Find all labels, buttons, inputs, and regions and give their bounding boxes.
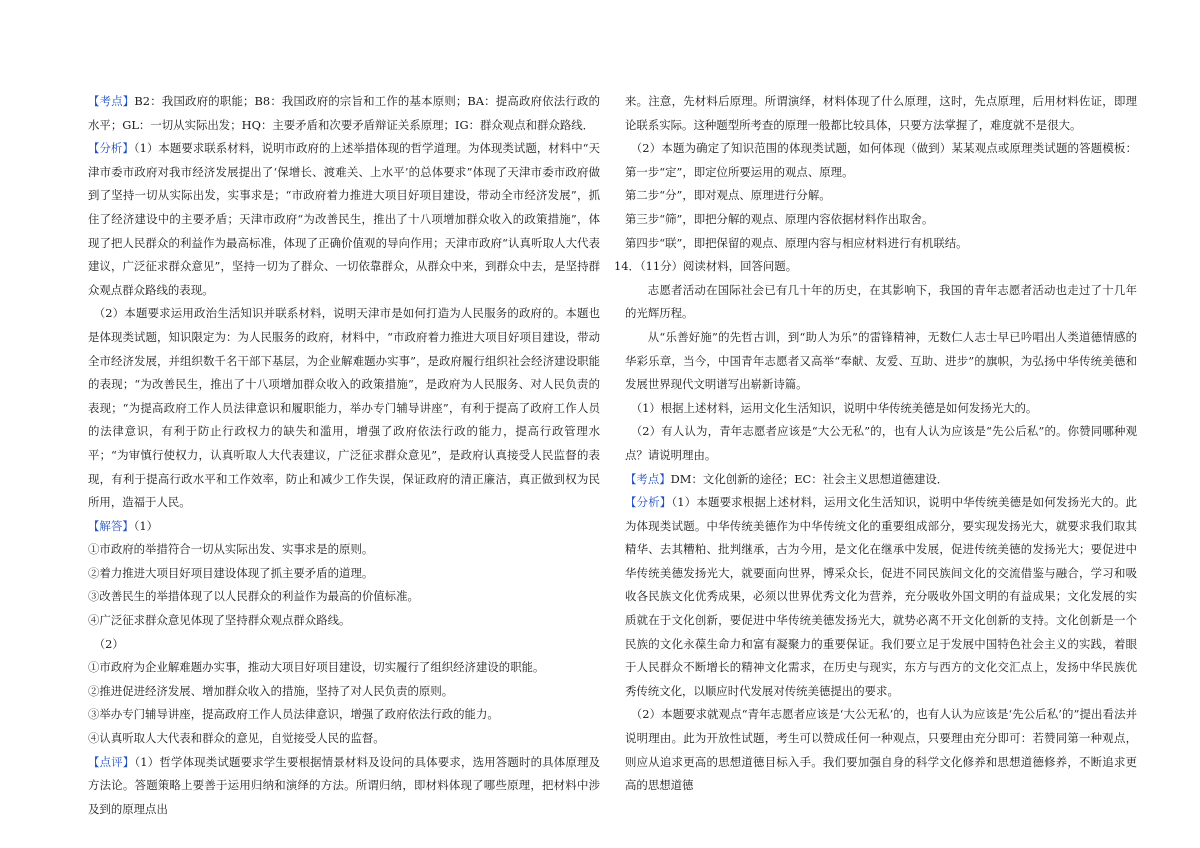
- answer-text: ④认真听取人大代表和群众的意见，自觉接受人民的监督。: [88, 731, 385, 746]
- answer-line: [88, 727, 600, 751]
- left-column: [88, 90, 600, 821]
- answer-text: ①市政府的举措符合一切从实际出发、实事求是的原则。: [88, 542, 374, 557]
- fenxi-paragraph-14: [625, 491, 1137, 703]
- answer-text: ①市政府为企业解难题办实事，推动大项目好项目建设，切实履行了组织经济建设的职能。: [88, 660, 545, 675]
- fenxi-text-1: （1）本题要求联系材料，说明市政府的上述举措体现的哲学道理。为体现类试题，材料中“天津市委市政府对我市经济发展提出了‘保增长、渡难关、上水平’的总体要求”体现了天津市委市政府做到了坚持一切从实际出发，实事求是；“市政府着力推进大项目好项目建设，带动全市经济发展”，抓住了经济建设中的主要矛盾；天津市政府“为改善民生，推出了十八项增加群众收入的政策措施”，体现了把人民群众的利益作为最高标准，体现了正确价值观的导向作用；天津市政府“认真听取人大代表建议，广泛征求群众意见”，坚持一切为了群众、一切依靠群众，从群众中来，到群众中去，是坚持群众观点群众路线的表现。: [88, 141, 600, 297]
- kaodian-paragraph: [88, 90, 600, 137]
- answer-part-2-text: （2）: [93, 636, 124, 651]
- answer-line: [88, 656, 600, 680]
- answer-line: [88, 609, 600, 633]
- fenxi-paragraph-14-2: [625, 703, 1137, 797]
- step-text: 第四步“联”，即把保留的观点、原理内容与相应材料进行有机联结。: [625, 235, 968, 250]
- fenxi-tag: 【分析】: [88, 141, 134, 156]
- dianping-continued: [625, 90, 1137, 137]
- dianping-part-2-text: （2）本题为确定了知识范围的体现类试题，如何体现（做到）某某观点或原理类试题的答题模板：第一步“定”，即定位所要运用的观点、原理。: [625, 141, 1137, 179]
- question-14-1: [625, 397, 1137, 421]
- dianping-part-2: [625, 137, 1137, 184]
- right-column: [614, 90, 1137, 798]
- dianping-tag: 【点评】: [88, 754, 135, 769]
- fenxi-paragraph: [88, 137, 600, 302]
- step-line: [625, 184, 1137, 208]
- material-paragraph-2: [625, 326, 1137, 397]
- material-paragraph-1: [625, 279, 1137, 326]
- kaodian-text: B2：我国政府的职能；B8：我国政府的宗旨和工作的基本原则；BA：提高政府依法行政的水平；GL：一切从实际出发；HQ：主要矛盾和次要矛盾辩证关系原理；IG：群众观点和群众路线．: [88, 94, 600, 132]
- answer-line: [88, 538, 600, 562]
- answer-text: ④广泛征求群众意见体现了坚持群众观点群众路线。: [88, 613, 351, 628]
- answer-part-2-label: [88, 633, 600, 657]
- kaodian-paragraph-14: [625, 468, 1137, 492]
- kaodian-text-14: DM：文化创新的途径；EC：社会主义思想道德建设．: [670, 471, 949, 486]
- jieda-tag: 【解答】: [88, 518, 134, 533]
- material-text-1: 志愿者活动在国际社会已有几十年的历史，在其影响下，我国的青年志愿者活动也走过了十几年的光辉历程。: [625, 282, 1137, 321]
- dianping-text: （1）哲学体现类试题要求学生要根据情景材料及设问的具体要求，选用答题时的具体原理及方法论。答题策略上要善于运用归纳和演绎的方法。所谓归纳，即材料体现了哪些原理，把材料中涉及到的原理点出: [88, 754, 600, 816]
- step-line: [625, 208, 1137, 232]
- step-line: [625, 232, 1137, 256]
- question-14-title: [614, 255, 1137, 279]
- answer-text: ②推进促进经济发展、增加群众收入的措施，坚持了对人民负责的原则。: [88, 683, 454, 698]
- answer-line: [88, 703, 600, 727]
- fenxi-paragraph-2: [88, 302, 600, 514]
- kaodian-tag-14: 【考点】: [625, 471, 671, 486]
- kaodian-tag: 【考点】: [88, 94, 135, 108]
- question-14-1-text: （1）根据上述材料，运用文化生活知识，说明中华传统美德是如何发扬光大的。: [630, 400, 1038, 415]
- fenxi-text-14: （1）本题要求根据上述材料，运用文化生活知识，说明中华传统美德是如何发扬光大的。此为体现类试题。中华传统美德作为中华传统文化的重要组成部分，要实现发扬光大，就要求我们取其精华、去其糟粕、批判继承，古为今用，是文化在继承中发展，促进传统美德的发扬光大；要促进中华传统美德发扬光大，就要面向世界，博采众长，促进不同民族间文化的交流借鉴与融合，学习和吸收各民族文化优秀成果，必须以世界优秀文化为营养，充分吸收外国文明的有益成果；文化发展的实质就在于文化创新，要促进中华传统美德发扬光大，就势必离不开文化创新的支持。文化创新是一个民族的文化永葆生命力和富有凝聚力的重要保证。我们要立足于发展中国特色社会主义的实践，着眼于人民群众不断增长的精神文化需求，在历史与现实，东方与西方的文化交汇点上，发扬中华民族优秀传统文化，以顺应时代发展对传统美德提出的要求。: [625, 495, 1137, 698]
- question-14-2: [625, 420, 1137, 467]
- answer-text: ②着力推进大项目好项目建设体现了抓主要矛盾的道理。: [88, 565, 374, 580]
- question-14-2-text: （2）有人认为，青年志愿者应该是“大公无私”的，也有人认为应该是“先公后私”的。你赞同哪种观点？请说明理由。: [625, 424, 1137, 462]
- answer-text: ③举办专门辅导讲座，提高政府工作人员法律意识，增强了政府依法行政的能力。: [88, 707, 499, 722]
- jieda-paragraph: [88, 515, 600, 539]
- step-text: 第三步“筛”，即把分解的观点、原理内容依据材料作出取舍。: [625, 211, 934, 226]
- answer-line: [88, 680, 600, 704]
- answer-line: [88, 585, 600, 609]
- jieda-part-1: （1）: [133, 518, 159, 533]
- material-text-2: 从“乐善好施”的先哲古训，到“助人为乐”的雷锋精神，无数仁人志士早已吟唱出人类道德情感的华彩乐章，当今，中国青年志愿者又高举“奉献、友爱、互助、进步”的旗帜，为弘扬中华传统美德和发展世界现代文明谱写出崭新诗篇。: [625, 329, 1137, 392]
- dianping-continued-text: 来。注意，先材料后原理。所谓演绎，材料体现了什么原理，这时，先点原理，后用材料佐证，即理论联系实际。这种题型所考查的原理一般都比较具体，只要方法掌握了，难度就不是很大。: [625, 94, 1137, 132]
- fenxi-text-2: （2）本题要求运用政治生活知识并联系材料，说明天津市是如何打造为人民服务的政府的。本题也是体现类试题，知识限定为：为人民服务的政府，材料中，“市政府着力推进大项目好项目建设，带动全市经济发展，并组织数千名干部下基层，为企业解难题办实事”，是政府履行组织社会经济建设职能的表现；“为改善民生，推出了十八项增加群众收入的政策措施”，是政府为人民服务、对人民负责的表现；“为提高政府工作人员法律意识和履职能力，举办专门辅导讲座”，有利于提高了政府工作人员的法律意识，有利于防止行政权力的缺失和滥用，增强了政府依法行政的能力，提高行政管理水平；“为审慎行使权力，认真听取人大代表建议，广泛征求群众意见”，是政府认真接受人民监督的表现，有利于提高行政水平和工作效率，防止和减少工作失误，保证政府的清正廉洁，真正做到权为民所用，造福于人民。: [88, 306, 600, 510]
- dianping-paragraph: [88, 751, 600, 822]
- fenxi-text-14-2: （2）本题要求就观点“青年志愿者应该是‘大公无私’的，也有人认为应该是‘先公后私’的”提出看法并说明理由。此为开放性试题，考生可以赞成任何一种观点，只要理由充分即可：若赞同第一种观点，则应从追求更高的思想道德目标入手。我们要加强自身的科学文化修养和思想道德修养，不断追求更高的思想道德: [625, 707, 1137, 793]
- answer-text: ③改善民生的举措体现了以人民群众的利益作为最高的价值标准。: [88, 589, 419, 604]
- fenxi-tag-14: 【分析】: [625, 495, 672, 510]
- answer-line: [88, 562, 600, 586]
- step-text: 第二步“分”，即对观点、原理进行分解。: [625, 188, 831, 203]
- question-14-title-text: 14．（11分）阅读材料，回答问题。: [614, 259, 798, 274]
